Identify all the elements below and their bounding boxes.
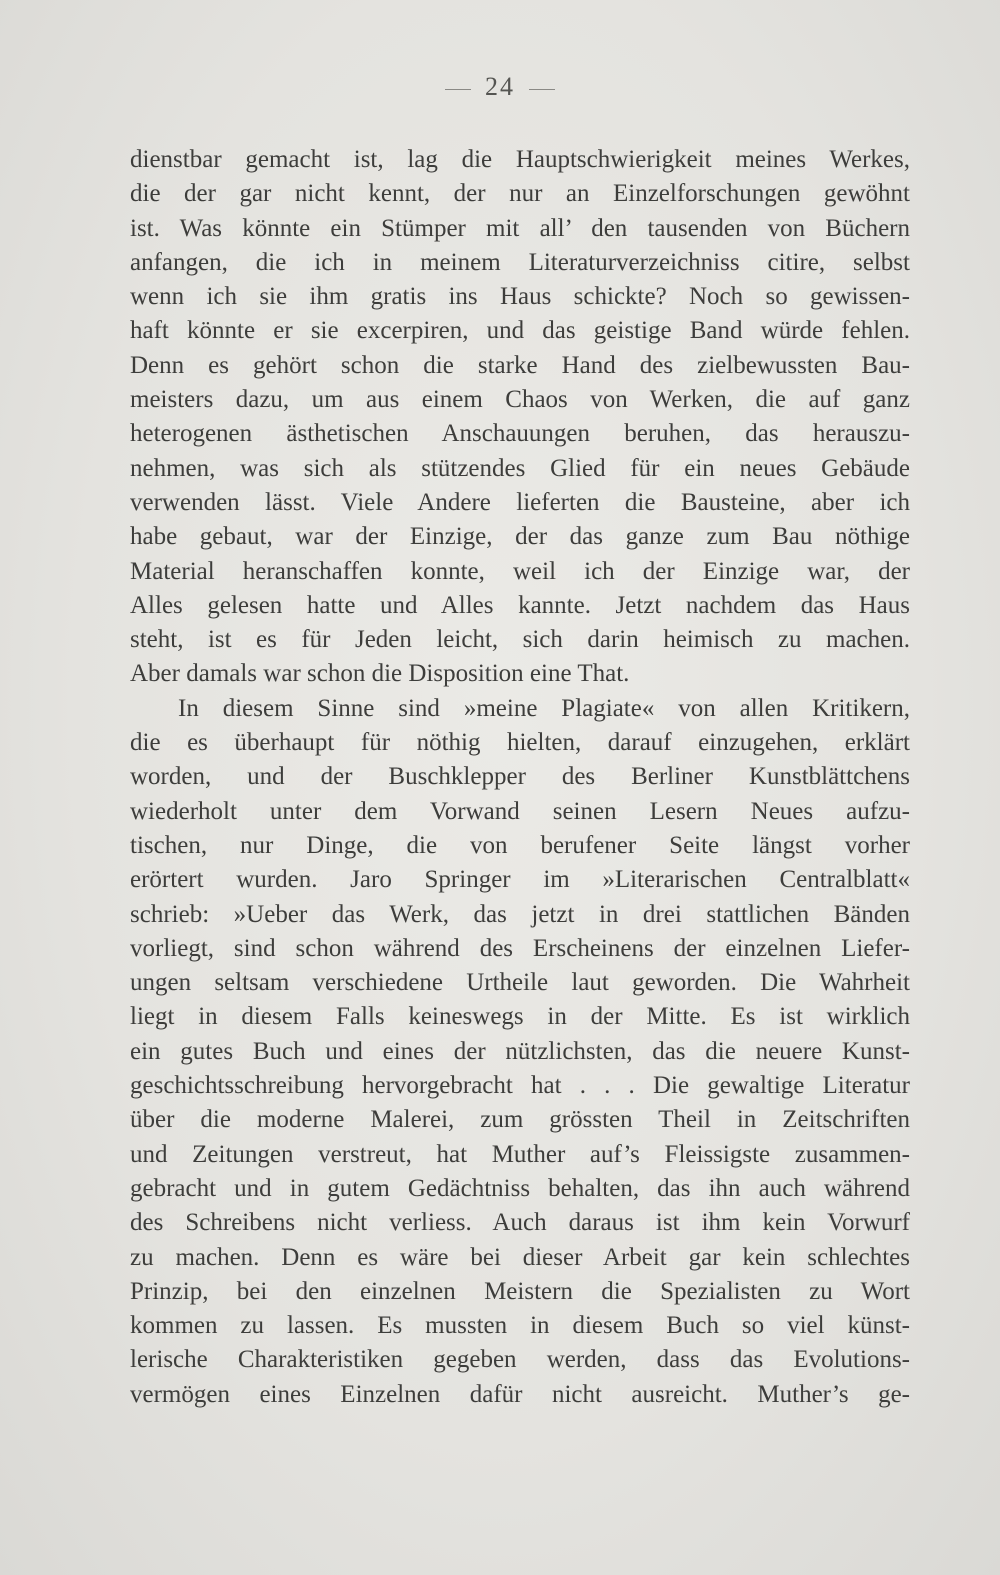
text-line: ein gutes Buch und eines der nützlichsten, das die neuere Kunst- xyxy=(130,1037,910,1065)
text-line: wiederholt unter dem Vorwand seinen Lesern Neues aufzu- xyxy=(130,797,910,825)
text-line: geschichtsschreibung hervorgebracht hat . . . Die gewaltige Literatur xyxy=(130,1072,910,1100)
text-line: tischen, nur Dinge, die von berufener Seite längst vorher xyxy=(130,831,910,859)
text-line: Denn es gehört schon die starke Hand des zielbewussten Bau- xyxy=(130,351,910,379)
header-dash-left xyxy=(445,89,471,90)
text-line: die der gar nicht kennt, der nur an Einzelforschungen gewöhnt xyxy=(130,180,910,208)
page-number: 24 xyxy=(485,72,515,101)
header-dash-right xyxy=(529,89,555,90)
text-line: und Zeitungen verstreut, hat Muther auf’s Fleissigste zusammen- xyxy=(130,1140,910,1168)
text-line: Alles gelesen hatte und Alles kannte. Jetzt nachdem das Haus xyxy=(130,591,910,619)
text-line: Prinzip, bei den einzelnen Meistern die Spezialisten zu Wort xyxy=(130,1277,910,1305)
text-line: Aber damals war schon die Disposition eine That. xyxy=(130,660,630,688)
text-line: vermögen eines Einzelnen dafür nicht ausreicht. Muther’s ge- xyxy=(130,1380,910,1408)
text-line: schrieb: »Ueber das Werk, das jetzt in drei stattlichen Bänden xyxy=(130,900,910,928)
text-line: meisters dazu, um aus einem Chaos von Werken, die auf ganz xyxy=(130,386,910,414)
text-line: gebracht und in gutem Gedächtniss behalten, das ihn auch während xyxy=(130,1174,910,1202)
text-line: dienstbar gemacht ist, lag die Hauptschwierigkeit meines Werkes, xyxy=(130,146,910,173)
text-line: Material heranschaffen konnte, weil ich der Einzige war, der xyxy=(130,557,910,585)
body-text xyxy=(130,143,910,1412)
text-line: haft könnte er sie excerpiren, und das geistige Band würde fehlen. xyxy=(130,317,910,345)
text-line: kommen zu lassen. Es mussten in diesem Buch so viel künst- xyxy=(130,1312,910,1340)
text-line: verwenden lässt. Viele Andere lieferten die Bausteine, aber ich xyxy=(130,488,910,516)
text-line: nehmen, was sich als stützendes Glied für ein neues Gebäude xyxy=(130,454,910,482)
text-line: heterogenen ästhetischen Anschauungen beruhen, das herauszu- xyxy=(130,420,910,448)
text-line: lerische Charakteristiken gegeben werden, dass das Evolutions- xyxy=(130,1346,910,1374)
text-line: anfangen, die ich in meinem Literaturverzeichniss citire, selbst xyxy=(130,248,910,276)
text-line: ist. Was könnte ein Stümper mit all’ den tausenden von Büchern xyxy=(130,214,910,242)
text-line: vorliegt, sind schon während des Erscheinens der einzelnen Liefer- xyxy=(130,934,910,962)
text-line: habe gebaut, war der Einzige, der das ganze zum Bau nöthige xyxy=(130,523,910,551)
text-line: steht, ist es für Jeden leicht, sich darin heimisch zu machen. xyxy=(130,626,910,654)
text-line: ungen seltsam verschiedene Urtheile laut geworden. Die Wahrheit xyxy=(130,969,910,997)
page-header xyxy=(0,72,1000,102)
text-line: zu machen. Denn es wäre bei dieser Arbeit gar kein schlechtes xyxy=(130,1243,910,1271)
paragraph-start-line: In diesem Sinne sind »meine Plagiate« von allen Kritikern, xyxy=(178,694,910,722)
text-line: des Schreibens nicht verliess. Auch daraus ist ihm kein Vorwurf xyxy=(130,1209,910,1237)
text-line: über die moderne Malerei, zum grössten Theil in Zeitschriften xyxy=(130,1106,910,1134)
text-line: wenn ich sie ihm gratis ins Haus schickte? Noch so gewissen- xyxy=(130,283,910,311)
text-line: die es überhaupt für nöthig hielten, darauf einzugehen, erklärt xyxy=(130,729,910,757)
text-line: liegt in diesem Falls keineswegs in der Mitte. Es ist wirklich xyxy=(130,1003,910,1031)
text-line: worden, und der Buschklepper des Berliner Kunstblättchens xyxy=(130,763,910,791)
text-line: erörtert wurden. Jaro Springer im »Literarischen Centralblatt« xyxy=(130,866,910,894)
